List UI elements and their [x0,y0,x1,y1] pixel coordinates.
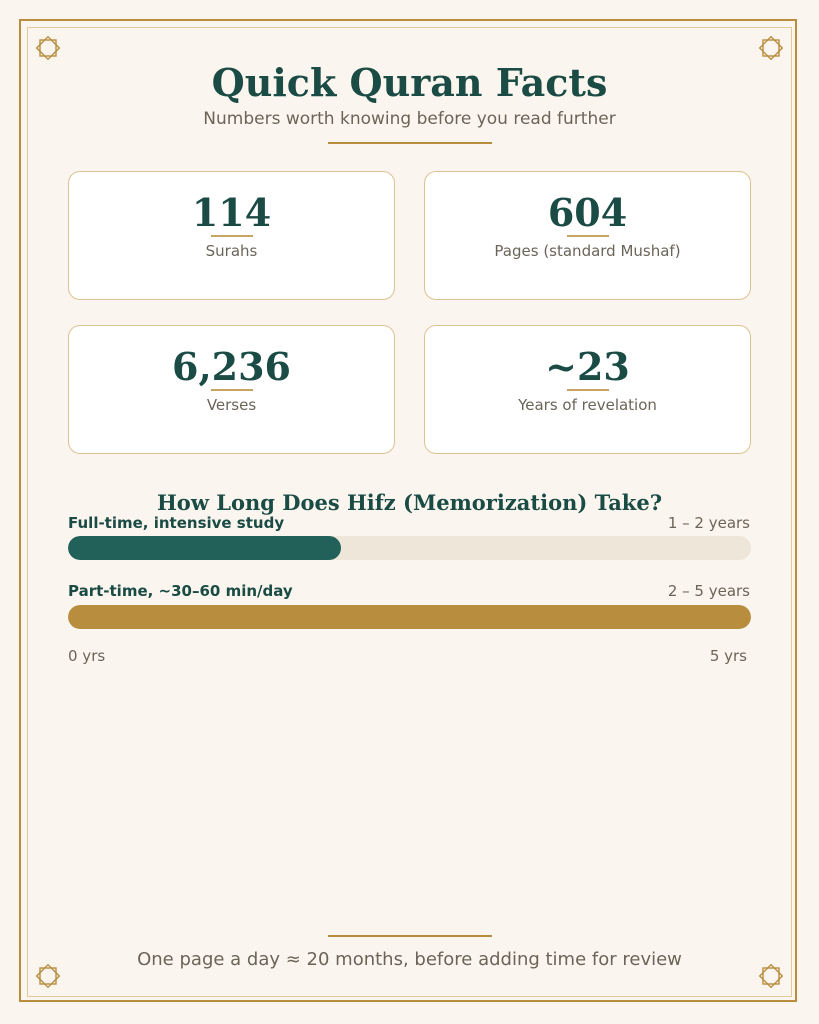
fact-label: Years of revelation [518,395,657,414]
axis-max-label: 5 yrs [709,647,747,665]
axis-min-label: 0 yrs [68,647,106,665]
fact-value: 6,236 [172,344,291,389]
footer-note: One page a day ≈ 20 months, before adding time for review [137,949,682,970]
hifz-heading: How Long Does Hifz (Memorization) Take? [156,490,663,515]
fact-value: 114 [191,190,272,235]
footer-divider [328,935,492,937]
fact-label: Surahs [205,241,258,260]
bar-track-full-time [68,536,751,560]
fact-label: Pages (standard Mushaf) [494,241,681,260]
bar-track-part-time [68,605,751,629]
fact-value: 604 [547,190,628,235]
fact-label: Verses [206,395,257,414]
page-title: Quick Quran Facts [211,60,608,105]
fact-divider [211,389,253,391]
bar-fill-part-time [68,605,751,629]
fact-value: ~23 [545,344,630,389]
fact-card-pages [424,171,751,300]
page-subtitle: Numbers worth knowing before you read further [203,109,616,129]
fact-card-surahs [68,171,395,300]
fact-card-revelation [424,325,751,454]
corner-star-icon [34,34,62,62]
fact-divider [567,389,609,391]
corner-star-icon [757,34,785,62]
bar-range-full-time: 1 – 2 years [667,514,750,532]
bar-fill-full-time [68,536,341,560]
fact-divider [211,235,253,237]
bar-range-part-time: 2 – 5 years [667,582,750,600]
bar-label-full-time: Full-time, intensive study [68,514,285,532]
bar-label-part-time: Part-time, ~30–60 min/day [68,582,293,600]
title-divider [328,142,492,144]
fact-card-verses [68,325,395,454]
fact-divider [567,235,609,237]
